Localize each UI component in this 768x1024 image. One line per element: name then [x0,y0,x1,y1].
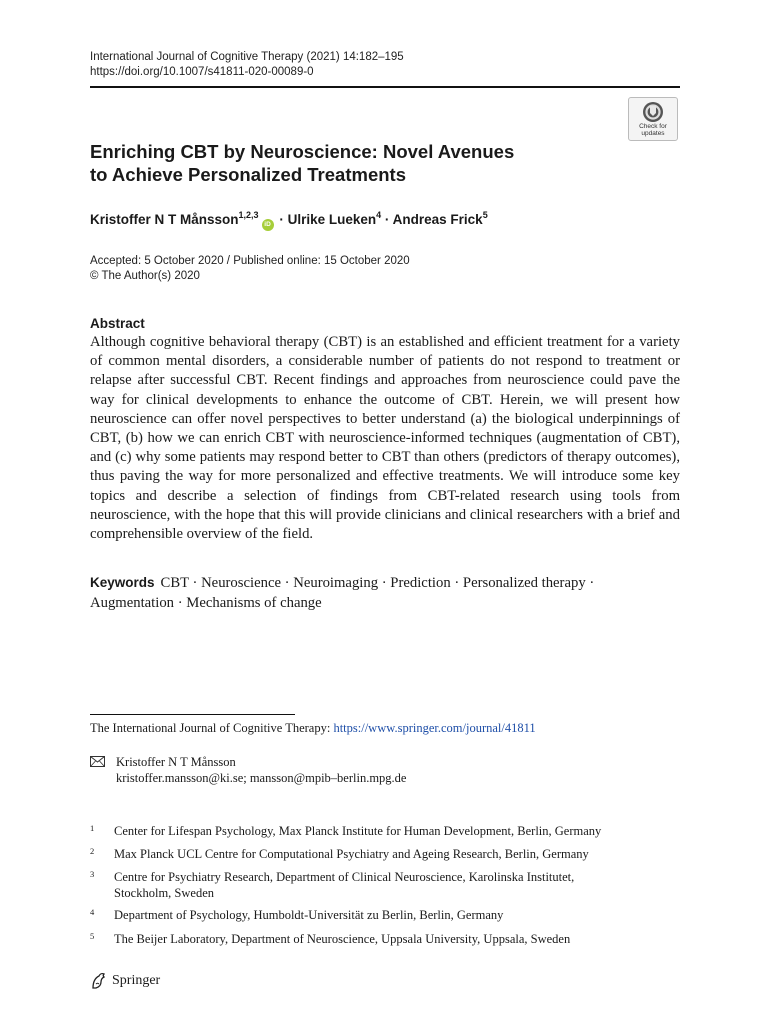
affiliation-number: 2 [90,846,95,856]
author-affil-1: 1,2,3 [238,210,259,220]
header-rule [90,86,680,88]
crossmark-text-1: Check for [639,123,667,130]
springer-horse-icon [90,972,108,990]
affiliation-number: 1 [90,823,95,833]
springer-name: Springer [112,973,161,988]
author-affil-2: 4 [376,210,382,220]
keywords-line-1: CBT · Neuroscience · Neuroimaging · Prediction · Personalized therapy · [160,575,595,591]
accepted-published-dates: Accepted: 5 October 2020 / Published online: 15 October 2020 [90,255,410,267]
author-name-1: Kristoffer N T Månsson [90,212,239,227]
springer-logo [90,972,160,990]
crossmark-icon [642,101,664,123]
footnote-rule [90,714,295,715]
envelope-icon [90,756,105,767]
publication-dates [90,254,410,284]
correspondence-emails[interactable]: kristoffer.mansson@ki.se; mansson@mpib–berlin.mpg.de [116,771,407,785]
title-line-2: to Achieve Personalized Treatments [90,164,406,185]
affiliation-text: Max Planck UCL Centre for Computational Psychiatry and Ageing Research, Berlin, Germany [114,847,589,861]
keywords-label: Keywords [90,575,155,590]
copyright-line: © The Author(s) 2020 [90,270,200,282]
orcid-icon[interactable]: iD [262,219,274,231]
affiliation-number: 3 [90,869,95,879]
journal-citation: International Journal of Cognitive Therapy (2021) 14:182–195 [90,51,404,63]
affiliation-number: 5 [90,931,95,941]
abstract-heading: Abstract [90,316,145,331]
affiliation-text: The Beijer Laboratory, Department of Neuroscience, Uppsala University, Uppsala, Sweden [114,932,571,946]
journal-footnote [90,721,536,736]
author-name-3: Andreas Frick [392,212,483,227]
author-name-2: Ulrike Lueken [287,212,377,227]
author-separator: · [279,212,284,227]
author-separator: · [384,212,390,227]
author-affil-3: 5 [482,210,488,220]
affiliation-text: Center for Lifespan Psychology, Max Planck Institute for Human Development, Berlin, Germany [114,824,602,838]
correspondence-name: Kristoffer N T Månsson [116,755,236,769]
keywords-section [90,573,680,613]
journal-url-link[interactable]: https://www.springer.com/journal/41811 [333,721,536,735]
doi-link[interactable]: https://doi.org/10.1007/s41811-020-00089-0 [90,66,314,78]
affiliation-number: 4 [90,907,95,917]
crossmark-text-2: updates [641,130,665,137]
abstract-text: Although cognitive behavioral therapy (CBT) is an established and efficient treatment for a variety of common mental disorders, a considerable number of patients do not respond to treatment or relapse after successful CBT. Recent findings and approaches from neuroscience could pave the way for clinical developments to enhance the outcome of CBT. Herein, we will present how neuroscience can offer novel perspectives to better understand (a) the biological underpinnings of CBT, (b) how we can enrich CBT with neuroscience-informed techniques (augmentation of CBT), and (c) why some patients may respond better to CBT than others (predictors of therapy outcomes), thus paving the way for more personalized and effective treatments. We will introduce some key topics and describe a selection of findings from CBT-related research using tools from neuroscience, with the hope that this will provide clinicians and clinical researchers with a brief and comprehensible overview of the field. [90,334,680,543]
article-title [90,140,650,186]
keywords-line-2: Augmentation · Mechanisms of change [90,594,322,611]
affiliation-text: Stockholm, Sweden [114,886,214,900]
author-list [90,210,488,231]
affiliation-text: Centre for Psychiatry Research, Department of Clinical Neuroscience, Karolinska Institutet, [114,870,575,884]
title-line-1: Enriching CBT by Neuroscience: Novel Avenues [90,141,515,162]
check-for-updates-badge[interactable] [628,97,678,141]
affiliation-text: Department of Psychology, Humboldt-Universität zu Berlin, Berlin, Germany [114,908,504,922]
journal-footnote-text: The International Journal of Cognitive Therapy: [90,721,334,735]
